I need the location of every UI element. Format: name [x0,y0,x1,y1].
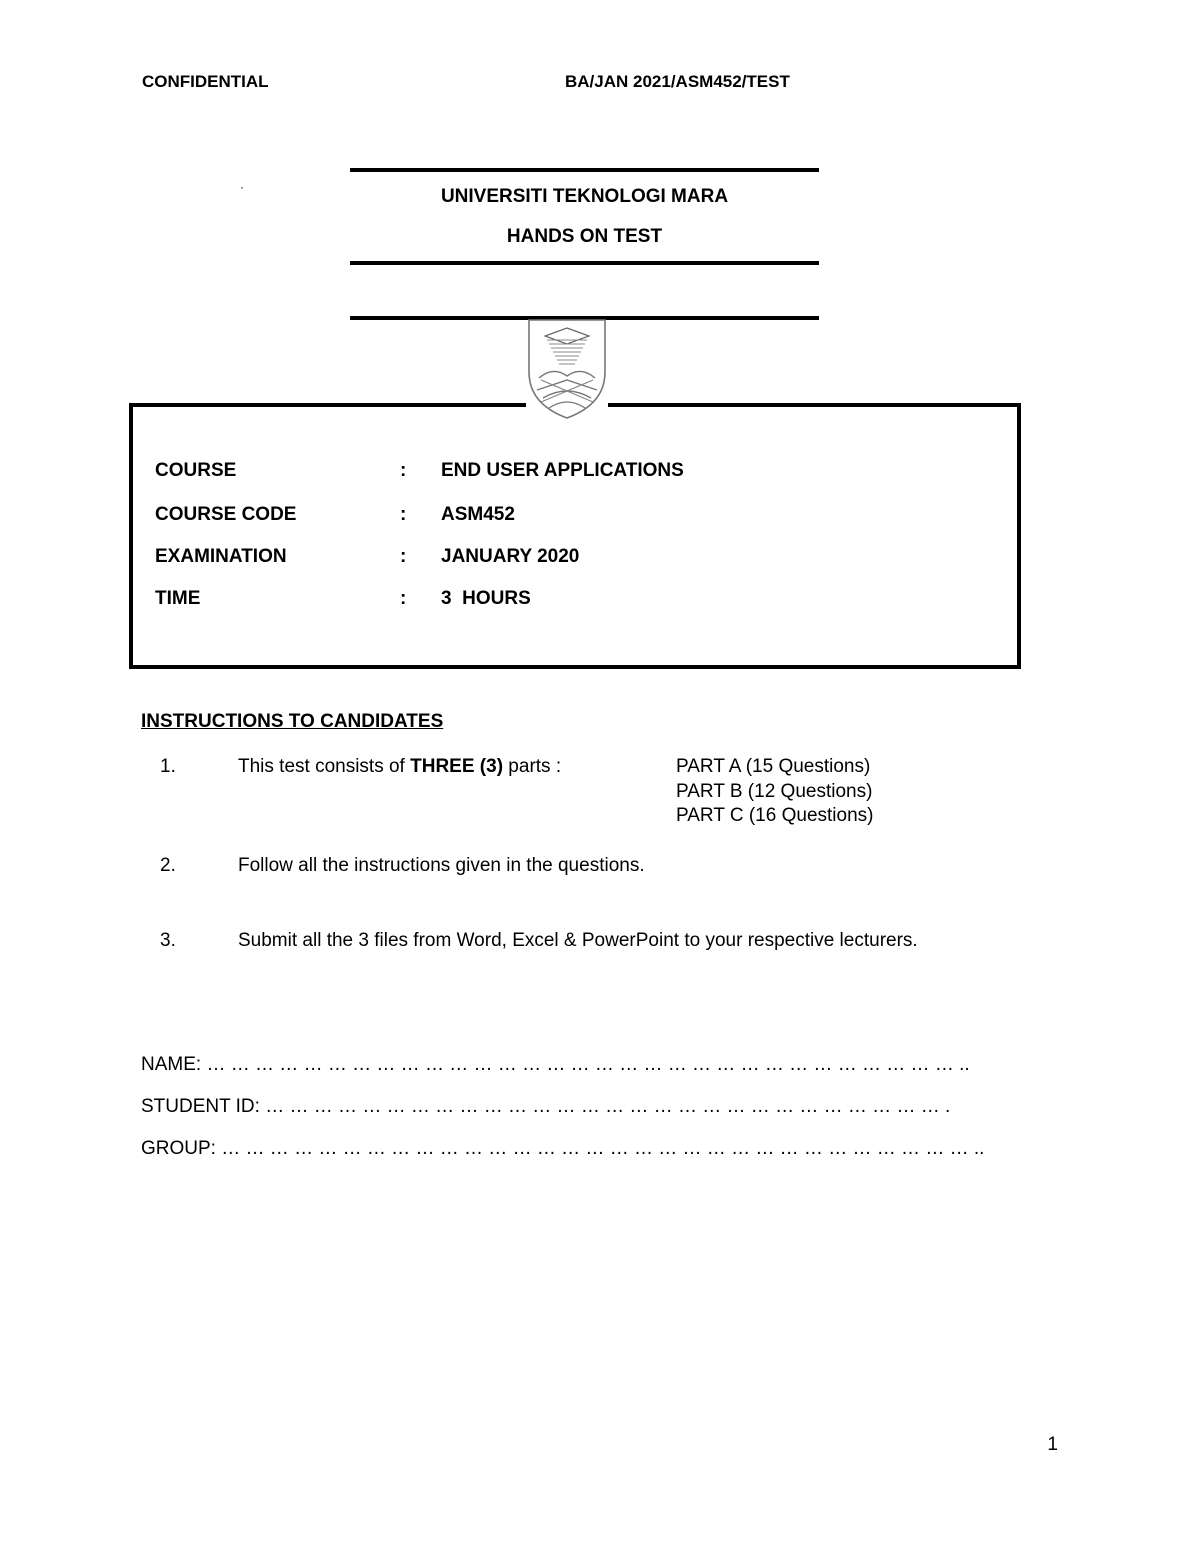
sep-course-code: : [400,504,407,525]
instructions-heading: INSTRUCTIONS TO CANDIDATES [141,711,444,732]
header-confidential: CONFIDENTIAL [142,72,269,91]
value-time: 3 HOURS [441,588,531,609]
value-course-code: ASM452 [441,504,515,525]
page-number: 1 [1047,1434,1058,1455]
label-time: TIME [155,588,201,609]
header-reference-code: BA/JAN 2021/ASM452/TEST [565,72,790,91]
value-examination: JANUARY 2020 [441,546,580,567]
title-rule-bottom [350,261,819,265]
instruction-number: 2. [160,855,176,876]
group-field: GROUP: … … … … … … … … … … … … … … … … … … … … … … … … … … … … … … … .. [141,1138,985,1159]
uitm-crest-icon [523,318,611,422]
title-rule-top [350,168,819,172]
test-type: HANDS ON TEST [506,226,663,247]
instruction-1 [238,756,561,778]
student-id-field: STUDENT ID: … … … … … … … … … … … … … … … … … … … … … … … … … … … … . [141,1096,951,1117]
instruction-1-post: parts : [503,756,562,777]
instruction-number: 1. [160,756,176,777]
sep-time: : [400,588,407,609]
instruction-2: Follow all the instructions given in the questions. [238,855,645,876]
part-b: PART B (12 Questions) [676,781,873,802]
instruction-1-pre: This test consists of [238,756,411,777]
label-examination: EXAMINATION [155,546,287,567]
value-course: END USER APPLICATIONS [441,460,684,481]
instruction-3: Submit all the 3 files from Word, Excel & PowerPoint to your respective lecturers. [238,930,918,951]
part-a: PART A (15 Questions) [676,756,871,777]
instruction-1-bold: THREE (3) [410,756,504,777]
sep-course: : [400,460,407,481]
stray-mark: · [240,180,244,194]
sep-examination: : [400,546,407,567]
label-course: COURSE [155,460,237,481]
instruction-number: 3. [160,930,176,951]
course-details-box [129,403,1021,669]
part-c: PART C (16 Questions) [676,805,874,826]
university-name: UNIVERSITI TEKNOLOGI MARA [440,186,729,207]
label-course-code: COURSE CODE [155,504,297,525]
name-field: NAME: … … … … … … … … … … … … … … … … … … … … … … … … … … … … … … … .. [141,1054,970,1075]
